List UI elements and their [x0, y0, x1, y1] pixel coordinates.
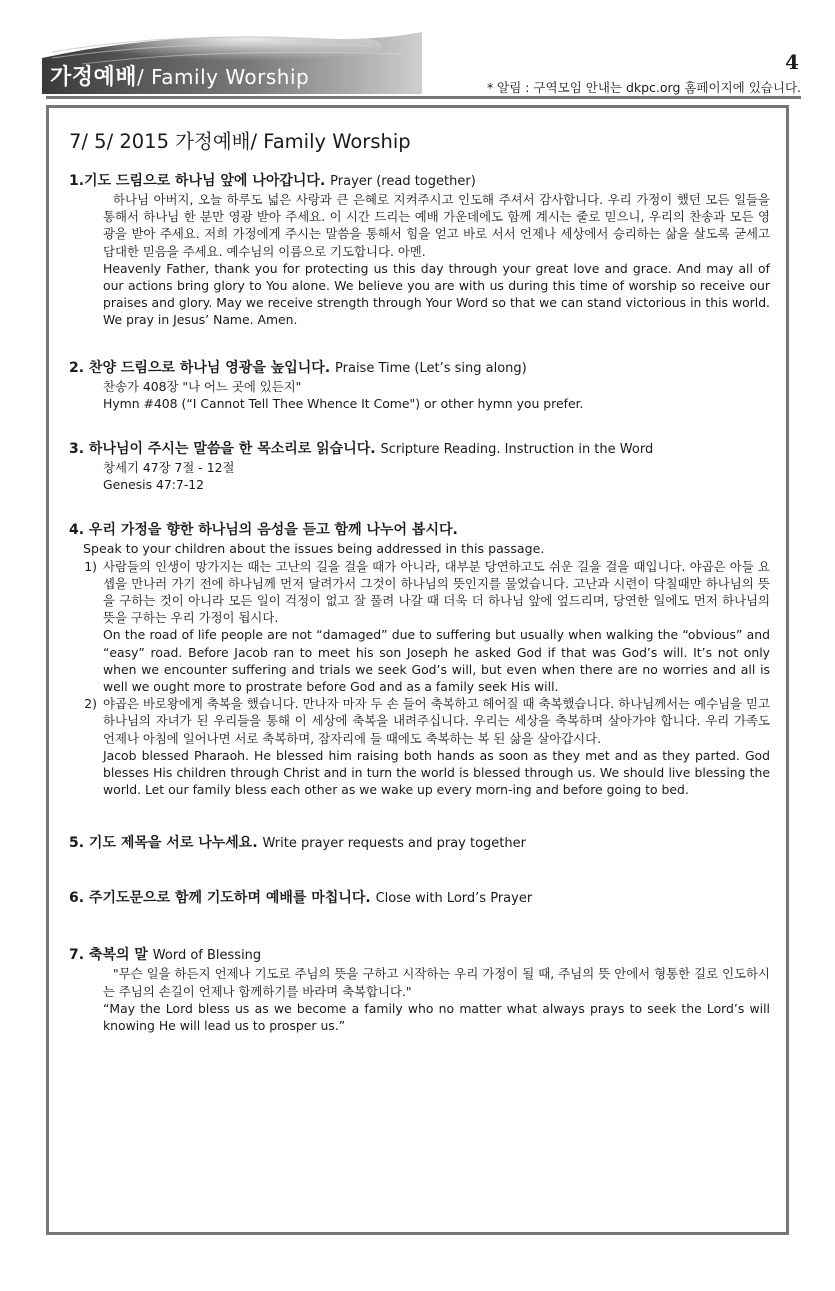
section-message — [69, 521, 770, 798]
item-ko: 사람들의 인생이 망가지는 때는 고난의 길을 걸을 때가 아니라, 대부분 당연하고도 쉬운 길을 걸을 때입니다. 야곱은 아들 요셉을 만나러 가기 전에 하나님께 먼저 달려가서 그것이 하나님의 뜻인지를 물었습니다. 고난과 시련이 닥칠때만 하나님의 뜻을 구하는 것이 아니라 모든 일이 걱정이 없고 잘 풀려 나갈 때 더욱 더 하나님 앞에 엎드리며, 당연한 일에도 먼저 하나님의 뜻을 구하는 우리 가정이 됩시다. — [103, 558, 770, 626]
heading-en: Write prayer requests and pray together — [262, 836, 526, 852]
hymn-en: Hymn #408 (“I Cannot Tell Thee Whence It Come") or other hymn you prefer. — [103, 395, 584, 411]
section-prayer-requests — [69, 834, 770, 853]
heading-ko: 6. 주기도문으로 함께 기도하며 예배를 마칩니다. — [69, 890, 371, 907]
blessing-ko: "무슨 일을 하든지 언제나 기도로 주님의 뜻을 구하고 시작하는 우리 가정이 될 때, 주님의 뜻 안에서 형통한 길로 인도하시는 주님의 손길이 언제나 함께하기를 바라며 축복합니다." — [103, 966, 770, 999]
heading-en: Scripture Reading. Instruction in the Word — [380, 442, 654, 458]
item-en: Jacob blessed Pharaoh. He blessed him raising both hands as soon as they met and as they parted. God blesses His children through Christ and in turn the world is blessed through us. We should live blessing the world. Let our family bless each other as we wake up every morn-ing and before going to bed. — [103, 747, 770, 798]
heading-en: Prayer (read together) — [330, 174, 476, 189]
heading-ko: 2. 찬양 드림으로 하나님 영광을 높입니다. — [69, 359, 331, 376]
heading-ko: 1.기도 드림으로 하나님 앞에 나아갑니다. — [69, 173, 326, 189]
prayer-en: Heavenly Father, thank you for protecting us this day through your great love and grace. And may all of our actions bring glory to You alone. We believe you are with us during this time of worship so receive our praises and glory. May we receive strength through Your Word so that we can stand victorious in this world. We pray in Jesus’ Name. Amen. — [103, 260, 770, 328]
item-number: 1) — [84, 558, 97, 574]
section-subheading: Speak to your children about the issues being addressed in this passage. — [83, 541, 545, 557]
list-item — [69, 558, 770, 696]
section-blessing — [69, 946, 770, 1034]
worship-box — [46, 105, 789, 1235]
heading-en: Word of Blessing — [152, 948, 262, 964]
banner-title-ko: 가정예배 — [50, 65, 138, 90]
header-banner — [42, 28, 422, 94]
banner-title-en: / Family Worship — [137, 65, 310, 89]
scripture-ko: 창세기 47장 7절 - 12절 — [103, 460, 235, 476]
prayer-ko: 하나님 아버지, 오늘 하루도 넓은 사랑과 큰 은혜로 지켜주시고 인도해 주셔서 감사합니다. 우리 가정이 했던 모든 일들을 통해서 하나님 한 분만 영광 받아 주세요. 이 시간 드리는 예배 가운데에도 함께 계시는 줄로 믿으니, 우리의 찬송과 모든 영광을 받아 주세요. 저희 가정에게 주시는 말씀을 통해서 힘을 얻고 바로 서서 언제나 세상에서 승리하는 삶을 살도록 굳세고 담대한 믿음을 주세요. 예수님의 이름으로 기도합니다. 아멘. — [103, 192, 770, 259]
header-notice: * 알림 : 구역모임 안내는 dkpc.org 홈페이지에 있습니다. — [486, 80, 801, 95]
section-praise — [69, 359, 770, 412]
section-heading — [69, 889, 770, 908]
item-number: 2) — [84, 696, 97, 712]
hymn-ko: 찬송가 408장 "나 어느 곳에 있든지" — [103, 378, 302, 394]
page-number: 4 — [785, 50, 799, 74]
section-heading — [69, 359, 770, 378]
blessing-en: “May the Lord bless us as we become a family who no matter what always prays to seek the Lord’s will knowing He will lead us to prosper us.” — [103, 1000, 770, 1034]
heading-ko: 7. 축복의 말 — [69, 947, 148, 964]
section-scripture — [69, 440, 770, 493]
heading-en: Praise Time (Let’s sing along) — [335, 360, 527, 376]
section-lords-prayer — [69, 889, 770, 908]
page-title: 7/ 5/ 2015 가정예배/ Family Worship — [69, 130, 411, 153]
list-item — [69, 695, 770, 798]
item-ko: 야곱은 바로왕에게 축복을 했습니다. 만나자 마자 두 손 들어 축복하고 헤어질 때 축복했습니다. 하나님께서는 예수님을 믿고 하나님의 자녀가 된 우리들을 통해 이 세상에 축복을 내려주십니다. 우리는 세상을 축복하며 살아가야 합니다. 우리 가족도 언제나 아침에 일어나면 서로 축복하며, 잠자리에 들 때에도 축복하는 복 된 삶을 살아갑시다. — [103, 696, 770, 746]
heading-ko: 5. 기도 제목을 서로 나누세요. — [69, 835, 258, 852]
section-heading — [69, 440, 770, 459]
section-heading — [69, 946, 770, 965]
scripture-en: Genesis 47:7-12 — [103, 477, 205, 493]
header-rule — [46, 96, 801, 99]
heading-ko: 3. 하나님이 주시는 말씀을 한 목소리로 읽습니다. — [69, 441, 376, 458]
section-heading — [69, 834, 770, 853]
item-en: On the road of life people are not “damaged” due to suffering but usually when walking the “obvious” and “easy” road. Before Jacob ran to meet his son Joseph he asked God if that was God’s will. It’s not only when we encounter suffering and trials we seek God’s will, but even when there are no worries and all is well we ought more to prostrate before God and as a family seek His will. — [103, 627, 770, 695]
section-heading — [69, 172, 770, 191]
section-heading: 4. 우리 가정을 향한 하나님의 음성을 듣고 함께 나누어 봅시다. — [69, 522, 458, 539]
banner-title — [50, 60, 309, 91]
heading-en: Close with Lord’s Prayer — [375, 891, 533, 907]
section-prayer — [69, 172, 770, 329]
